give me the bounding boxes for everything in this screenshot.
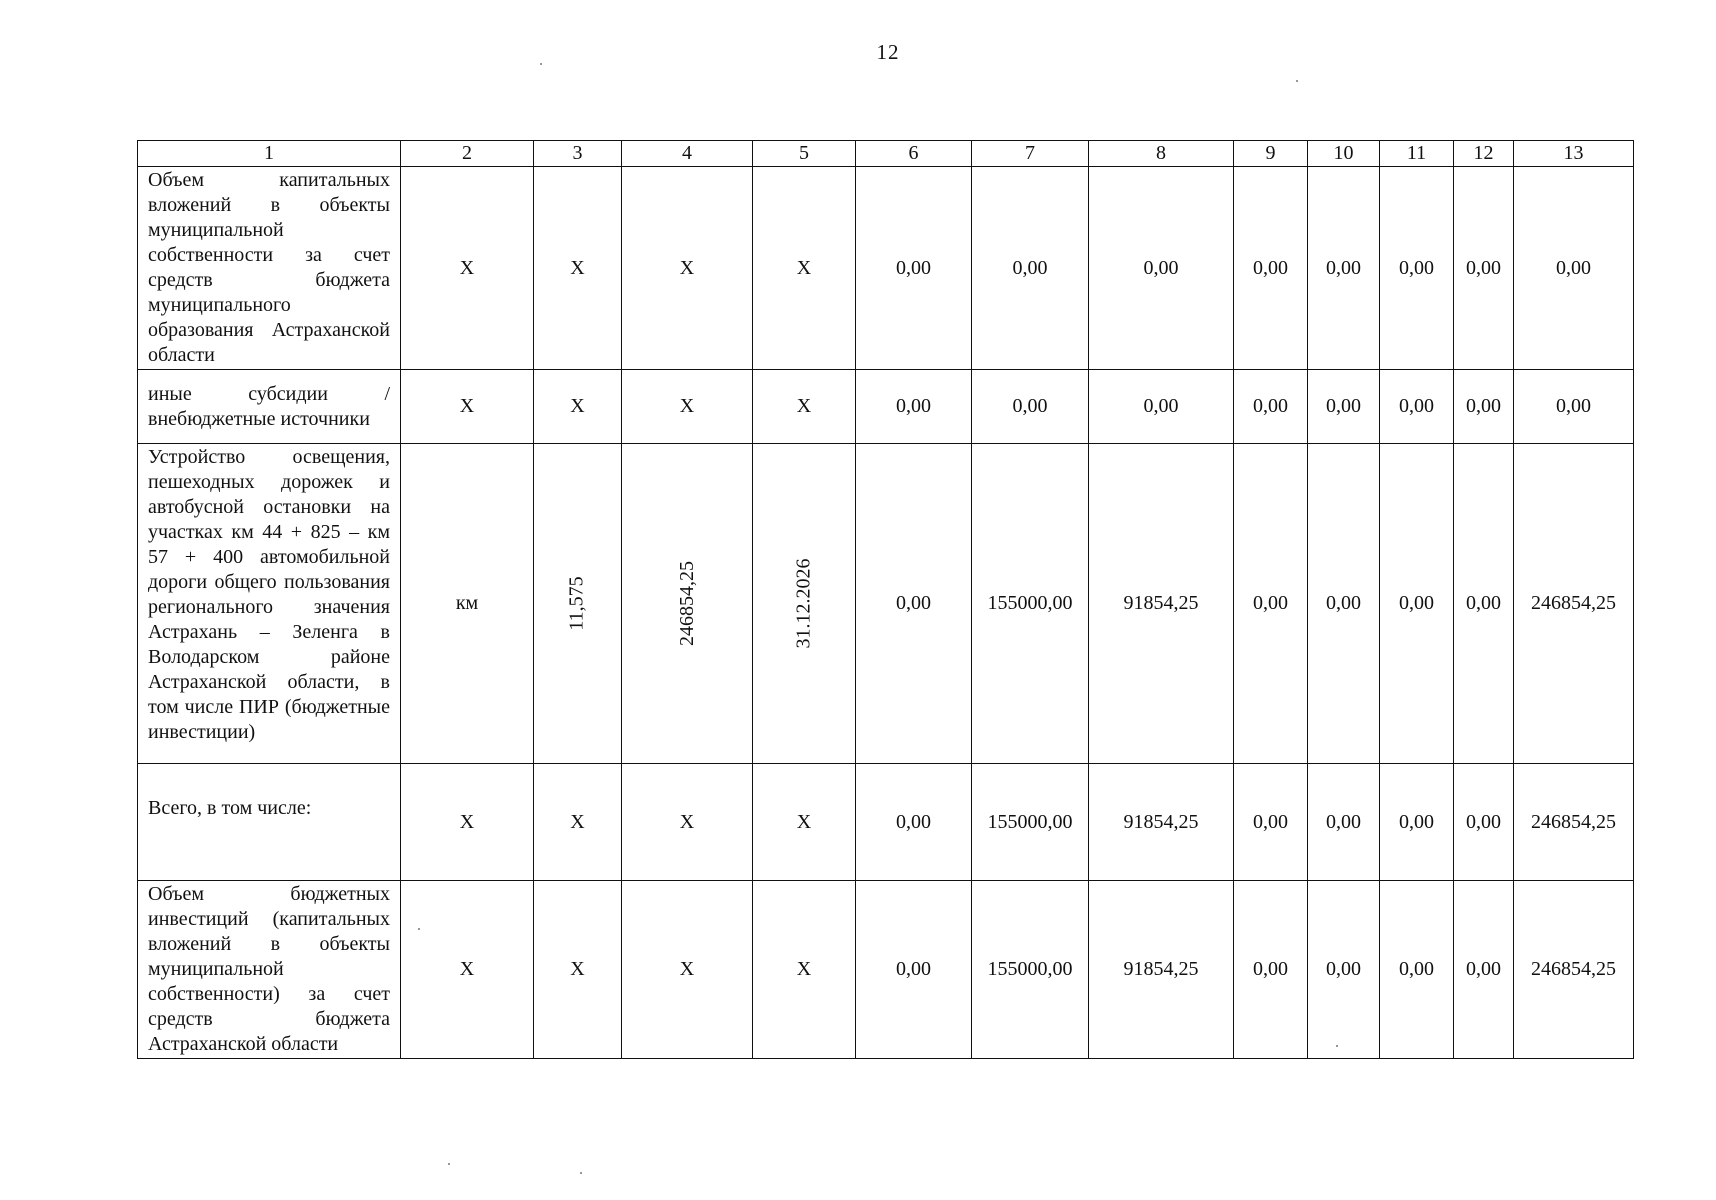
table-row	[138, 370, 1634, 444]
table-cell: Х	[753, 370, 856, 444]
table-cell: Х	[622, 167, 753, 370]
table-cell: Х	[622, 881, 753, 1059]
table-cell: Х	[401, 881, 534, 1059]
column-header: 10	[1308, 141, 1380, 167]
table-cell: 0,00	[1308, 370, 1380, 444]
column-number-header-row	[138, 141, 1634, 167]
cost-value: 246854,25	[675, 561, 698, 646]
table-cell: 155000,00	[972, 881, 1089, 1059]
table-cell: 155000,00	[972, 444, 1089, 764]
scan-speck	[1336, 1045, 1338, 1047]
length-value: 11,575	[565, 576, 588, 631]
row-description: Устройство освещения, пешеходных дорожек и автобусной остановки на участках км 44 + 825 – км 57 + 400 автомобильной дороги общего пользования регионального значения Астрахань – Зеленга в Володарском районе Астраханской области, в том числе ПИР (бюджетные инвестиции)	[138, 444, 401, 764]
column-header: 8	[1089, 141, 1234, 167]
table-cell: 0,00	[1454, 370, 1514, 444]
table-cell: 246854,25	[1514, 881, 1634, 1059]
table-cell: 0,00	[972, 167, 1089, 370]
scan-speck	[448, 1163, 450, 1165]
table-cell: Х	[534, 764, 622, 881]
page-number: 12	[876, 40, 900, 64]
table-cell: 0,00	[1380, 764, 1454, 881]
table-cell: 246854,25	[1514, 764, 1634, 881]
table-cell: Х	[622, 764, 753, 881]
table-cell: 0,00	[1454, 167, 1514, 370]
table-cell: Х	[401, 764, 534, 881]
table-cell: 0,00	[1454, 444, 1514, 764]
scan-speck	[580, 1172, 582, 1174]
investment-table	[137, 140, 1634, 1059]
rotated-cell	[753, 444, 856, 764]
table-cell: Х	[753, 881, 856, 1059]
table-cell: 155000,00	[972, 764, 1089, 881]
table-cell: Х	[401, 167, 534, 370]
column-header: 4	[622, 141, 753, 167]
table-row	[138, 167, 1634, 370]
table-cell: 0,00	[856, 370, 972, 444]
row-description: Объем бюджетных инвестиций (капитальных вложений в объекты муниципальной собственности) за счет средств бюджета Астраханской области	[138, 881, 401, 1059]
table-row	[138, 881, 1634, 1059]
table-cell: 0,00	[1234, 167, 1308, 370]
deadline-date: 31.12.2026	[792, 558, 815, 649]
table-cell: 246854,25	[1514, 444, 1634, 764]
table-row	[138, 764, 1634, 881]
table-cell: Х	[534, 370, 622, 444]
table-cell: 0,00	[1234, 764, 1308, 881]
scan-speck	[418, 928, 420, 930]
table-cell: Х	[753, 167, 856, 370]
table-cell: 0,00	[1089, 370, 1234, 444]
table-cell: 0,00	[856, 764, 972, 881]
table-cell: 0,00	[1089, 167, 1234, 370]
unit-cell: км	[401, 444, 534, 764]
table-cell: 91854,25	[1089, 881, 1234, 1059]
table-cell: 0,00	[1234, 881, 1308, 1059]
table-cell: 0,00	[1308, 764, 1380, 881]
row-description: иные субсидии / внебюджетные источники	[138, 370, 401, 444]
row-description: Объем капитальных вложений в объекты муниципальной собственности за счет средств бюджета муниципального образования Астраханской области	[138, 167, 401, 370]
rotated-cell	[534, 444, 622, 764]
rotated-cell	[622, 444, 753, 764]
table-cell: 0,00	[1308, 444, 1380, 764]
table-row	[138, 444, 1634, 764]
table-cell: Х	[534, 881, 622, 1059]
table-cell: Х	[401, 370, 534, 444]
table-cell: 0,00	[972, 370, 1089, 444]
table-cell: 0,00	[1380, 881, 1454, 1059]
table-cell: 0,00	[1454, 881, 1514, 1059]
table-cell: Х	[753, 764, 856, 881]
table-cell: 0,00	[856, 881, 972, 1059]
column-header: 11	[1380, 141, 1454, 167]
table-cell: 0,00	[1514, 370, 1634, 444]
table-cell: 0,00	[1380, 370, 1454, 444]
table-cell: 91854,25	[1089, 764, 1234, 881]
table-cell: 91854,25	[1089, 444, 1234, 764]
table-cell: 0,00	[1308, 881, 1380, 1059]
column-header: 6	[856, 141, 972, 167]
table-cell: 0,00	[856, 167, 972, 370]
table-cell: Х	[534, 167, 622, 370]
table-cell: 0,00	[1514, 167, 1634, 370]
column-header: 1	[138, 141, 401, 167]
table-cell: 0,00	[1234, 370, 1308, 444]
row-description: Всего, в том числе:	[138, 764, 401, 881]
column-header: 7	[972, 141, 1089, 167]
column-header: 13	[1514, 141, 1634, 167]
column-header: 5	[753, 141, 856, 167]
scan-speck	[540, 63, 542, 65]
table-cell: 0,00	[1380, 167, 1454, 370]
table-cell: 0,00	[1234, 444, 1308, 764]
table-cell: 0,00	[1454, 764, 1514, 881]
column-header: 2	[401, 141, 534, 167]
table-cell: Х	[622, 370, 753, 444]
table-cell: 0,00	[856, 444, 972, 764]
column-header: 12	[1454, 141, 1514, 167]
scan-speck	[1296, 80, 1298, 82]
column-header: 9	[1234, 141, 1308, 167]
table-cell: 0,00	[1308, 167, 1380, 370]
column-header: 3	[534, 141, 622, 167]
table-cell: 0,00	[1380, 444, 1454, 764]
